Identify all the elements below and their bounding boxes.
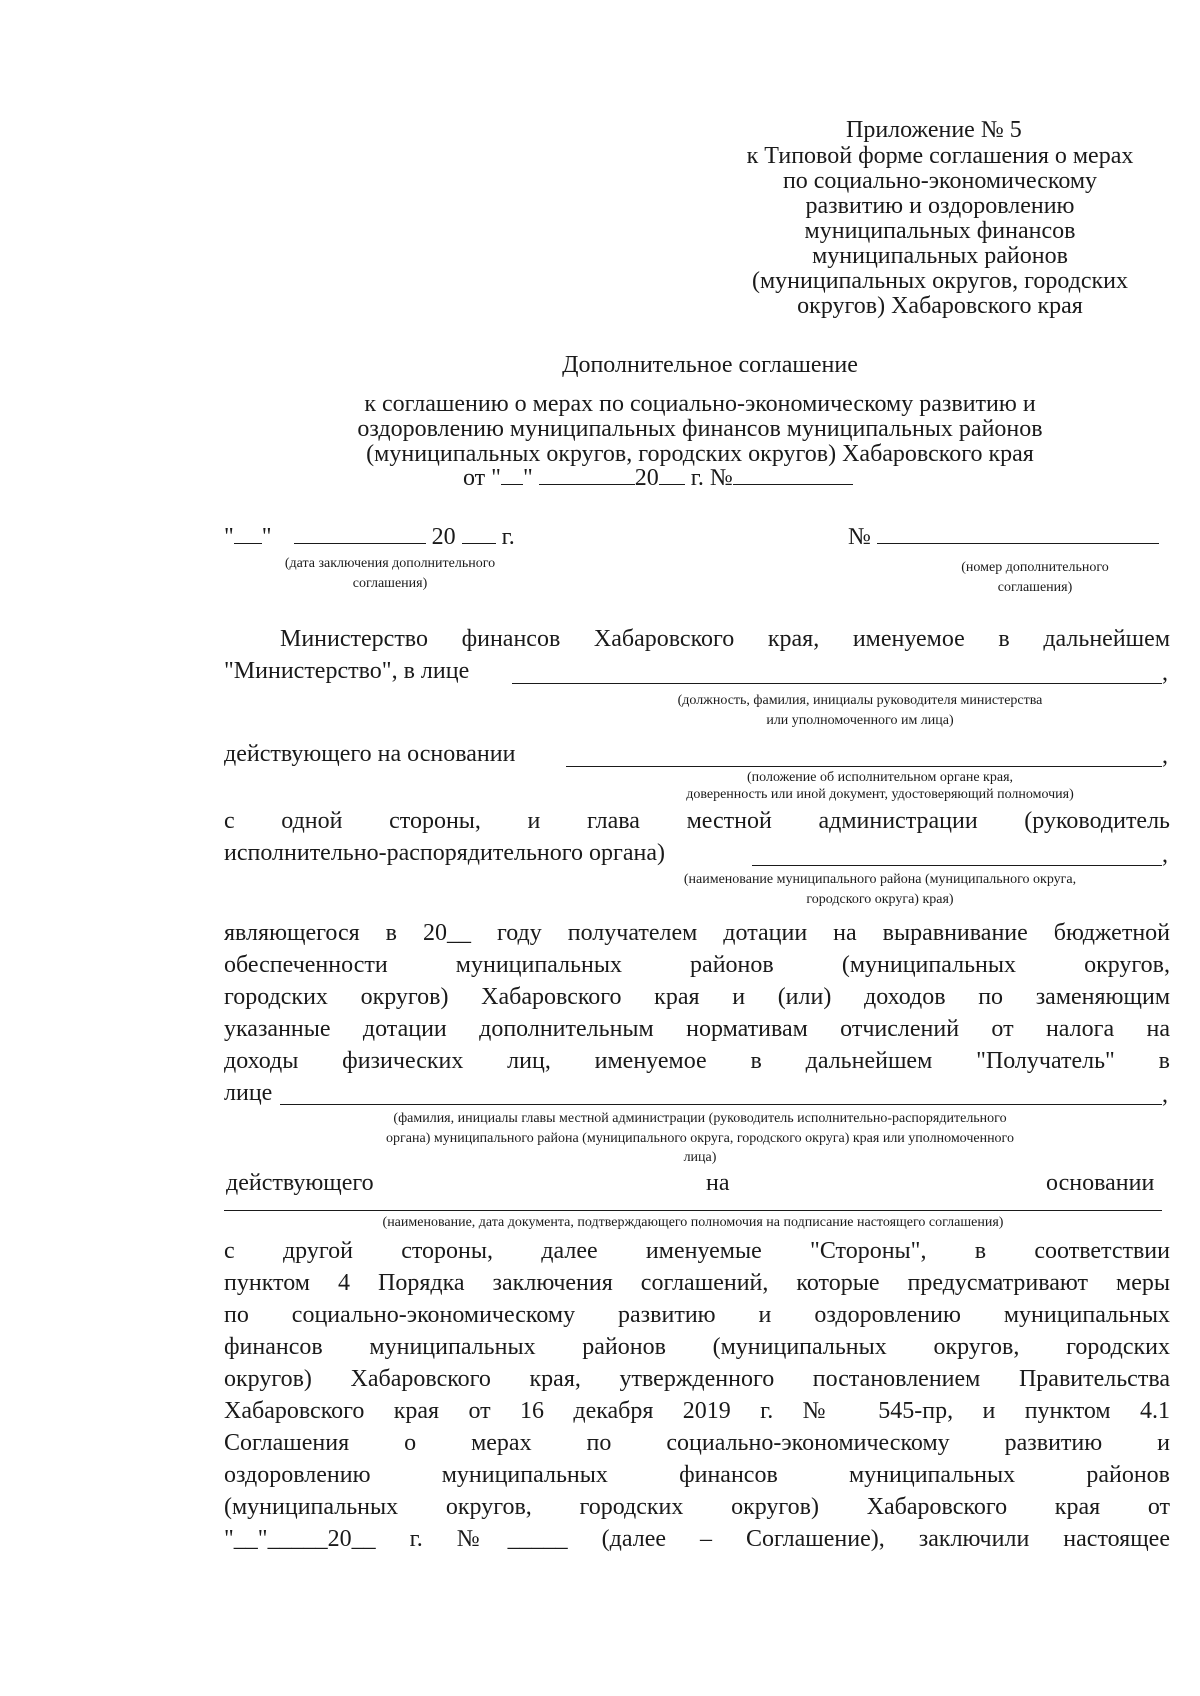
appendix-line-6: (муниципальных округов, городских xyxy=(752,268,1128,294)
comma: , xyxy=(1162,1082,1168,1108)
title-line-1: к соглашению о мерах по социально-экономическому развитию и xyxy=(364,391,1036,417)
appendix-line-7: округов) Хабаровского края xyxy=(797,293,1083,319)
number-caption-1: (номер дополнительного xyxy=(961,560,1109,575)
date-caption-2: соглашения) xyxy=(352,576,428,591)
para-basis-ministry: действующего на основании xyxy=(224,741,516,767)
para-parties-line-8: оздоровлению муниципальных финансов муниципальных районов xyxy=(224,1462,1170,1488)
para-ministry-line-1: Министерство финансов Хабаровского края, именуемое в дальнейшем xyxy=(280,626,1170,652)
basis-word-1: действующего xyxy=(226,1170,374,1196)
document-title: Дополнительное соглашение xyxy=(562,352,858,378)
para-parties-line-4: финансов муниципальных районов (муниципальных округов, городских xyxy=(224,1334,1170,1360)
comma: , xyxy=(1162,842,1168,868)
para-parties-line-2: пунктом 4 Порядка заключения соглашений, которые предусматривают меры xyxy=(224,1270,1170,1296)
para-recipient-line-3: городских округов) Хабаровского края и (или) доходов по заменяющим xyxy=(224,984,1170,1010)
para-parties-line-3: по социально-экономическому развитию и оздоровлению муниципальных xyxy=(224,1302,1170,1328)
para-head-line-2: исполнительно-распорядительного органа) xyxy=(224,840,665,866)
para-recipient-line-4: указанные дотации дополнительным нормативам отчислений от налога на xyxy=(224,1016,1170,1042)
para-parties-line-5: округов) Хабаровского края, утвержденного постановлением Правительства xyxy=(224,1366,1170,1392)
caption-basis-1: (положение об исполнительном органе края, xyxy=(746,770,1014,785)
para-ministry-line-2: "Министерство", в лице xyxy=(224,658,470,684)
basis-word-3: основании xyxy=(1046,1170,1155,1196)
caption-municipality-2: городского округа) края) xyxy=(806,892,954,907)
para-parties-line-9: (муниципальных округов, городских округов) Хабаровского края от xyxy=(224,1494,1170,1520)
caption-head-3: лица) xyxy=(683,1150,717,1165)
caption-head-1: (фамилия, инициалы главы местной администрации (руководитель исполнительно-распорядительного xyxy=(393,1111,1007,1126)
municipality-name-line xyxy=(752,865,1162,866)
agreement-date-field: " " 20 г. xyxy=(224,524,515,550)
title-line-2: оздоровлению муниципальных финансов муниципальных районов xyxy=(357,416,1043,442)
para-recipient-line-1: являющегося в 20__ году получателем дотации на выравнивание бюджетной xyxy=(224,920,1170,946)
para-recipient-line-6: лице xyxy=(224,1080,273,1106)
title-date-line: от " " 20 г. № xyxy=(463,465,853,491)
caption-head-basis: (наименование, дата документа, подтверждающего полномочия на подписание настоящего соглашения) xyxy=(382,1215,1004,1230)
title-line-3: (муниципальных округов, городских округов) Хабаровского края xyxy=(366,441,1034,467)
para-recipient-line-5: доходы физических лиц, именуемое в дальнейшем "Получатель" в xyxy=(224,1048,1170,1074)
agreement-number-field: № xyxy=(848,524,1159,550)
caption-ministry-1: (должность, фамилия, инициалы руководителя министерства xyxy=(677,693,1043,708)
para-parties-line-1: с другой стороны, далее именуемые "Стороны", в соответствии xyxy=(224,1238,1170,1264)
ministry-basis-line xyxy=(566,766,1162,767)
para-head-line-1: с одной стороны, и глава местной администрации (руководитель xyxy=(224,808,1170,834)
basis-word-2: на xyxy=(706,1170,730,1196)
ministry-person-line xyxy=(512,683,1162,684)
para-parties-line-10: "__"_____20__ г. №_____ (далее – Соглашение), заключили настоящее xyxy=(224,1526,1170,1552)
para-recipient-line-2: обеспеченности муниципальных районов (муниципальных округов, xyxy=(224,952,1170,978)
caption-municipality-1: (наименование муниципального района (муниципального округа, xyxy=(683,872,1077,887)
head-basis-line xyxy=(224,1210,1162,1211)
caption-ministry-2: или уполномоченного им лица) xyxy=(766,713,954,728)
comma: , xyxy=(1162,660,1168,686)
caption-basis-2: доверенность или иной документ, удостоверяющий полномочия) xyxy=(686,787,1074,802)
head-person-line xyxy=(280,1104,1162,1105)
appendix-line-2: по социально-экономическому xyxy=(782,168,1098,194)
para-parties-line-7: Соглашения о мерах по социально-экономическому развитию и xyxy=(224,1430,1170,1456)
appendix-line-1: к Типовой форме соглашения о мерах xyxy=(746,143,1134,169)
comma: , xyxy=(1162,743,1168,769)
appendix-line-5: муниципальных районов xyxy=(812,243,1068,269)
appendix-line-3: развитию и оздоровлению xyxy=(805,193,1075,219)
number-caption-2: соглашения) xyxy=(997,580,1073,595)
appendix-number: Приложение № 5 xyxy=(846,117,1022,143)
appendix-line-4: муниципальных финансов xyxy=(804,218,1076,244)
caption-head-2: органа) муниципального района (муниципального округа, городского округа) края или уполномоченного xyxy=(386,1131,1014,1146)
para-parties-line-6: Хабаровского края от 16 декабря 2019 г. № 545-пр, и пунктом 4.1 xyxy=(224,1398,1170,1424)
date-caption-1: (дата заключения дополнительного xyxy=(284,556,496,571)
